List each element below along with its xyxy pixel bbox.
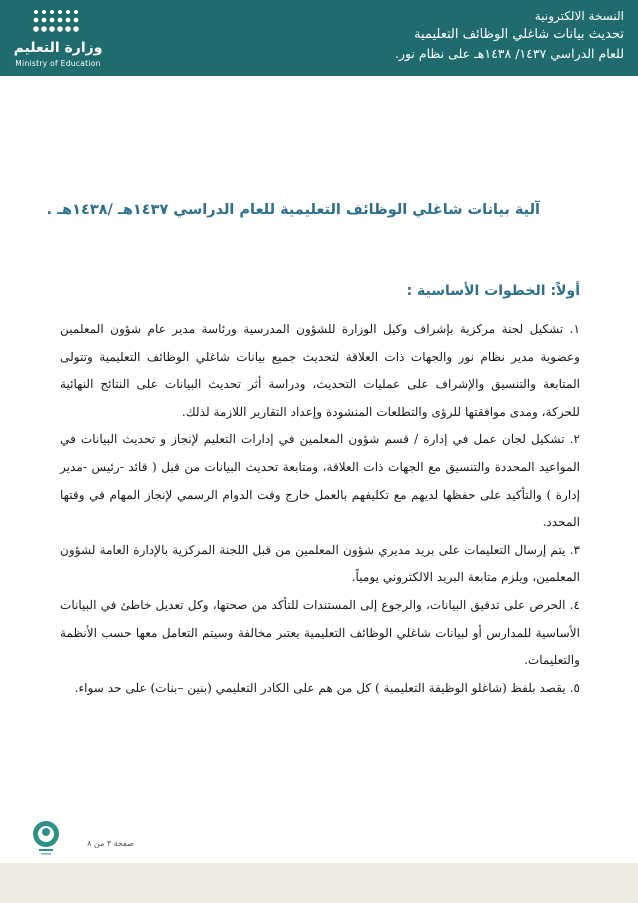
header-line-2: تحديث بيانات شاغلي الوظائف التعليمية bbox=[414, 27, 624, 42]
footer-band bbox=[0, 863, 638, 903]
list-item bbox=[60, 316, 580, 426]
list-item bbox=[60, 426, 580, 536]
step-number: ١. bbox=[569, 322, 580, 336]
step-text: تشكيل لجنة مركزية بإشراف وكيل الوزارة للشؤون المدرسية ورئاسة مدير عام شؤون المعلمين وعضوية مدير نظام نور والجهات ذات العلاقة لتحديث جميع بيانات شاغلي الوظائف التعليمية وتتولى المتابعة والتنسيق والإشراف على عمليات التحديث، ودراسة أثر تحديث البيانات على النتائج النهائية للحركة، ومدى موافقتها للرؤى والتطلعات المنشودة وإعداد التقارير اللازمة لذلك. bbox=[60, 322, 580, 419]
header-line-1: النسخة الالكترونية bbox=[534, 9, 624, 23]
header-text bbox=[324, 7, 624, 63]
step-number: ٤. bbox=[569, 597, 580, 612]
logo-dots-icon bbox=[32, 8, 84, 38]
step-number: ٥. bbox=[569, 680, 580, 695]
step-number: ٢. bbox=[569, 432, 580, 447]
step-text: يتم إرسال التعليمات على بريد مديري شؤون المعلمين من قبل اللجنة المركزية بالإدارة العامة لشؤون المعلمين، ويلزم متابعة البريد الالكتروني يومياً. bbox=[60, 542, 580, 585]
page-number: صفحة ٣ من ٨ bbox=[87, 839, 134, 848]
step-text: يقصد بلفظ (شاغلو الوظيفة التعليمية ) كل من هم على الكادر التعليمي (بنين –بنات) على حد سواء. bbox=[74, 680, 566, 695]
list-item bbox=[60, 537, 580, 592]
logo-english-name: Ministry of Education bbox=[15, 59, 101, 68]
step-number: ٣. bbox=[569, 542, 580, 557]
list-item bbox=[60, 675, 580, 703]
step-text: الحرص على تدقيق البيانات، والرجوع إلى المستندات للتأكد من صحتها، وكل تعديل خاطئ في البيانات الأساسية للمدارس أو لبيانات شاغلي الوظائف التعليمية يعتبر مخالفة وسيتم التعامل معها حسب الأنظمة والتعليمات. bbox=[60, 597, 580, 668]
logo-name: وزارة التعليم bbox=[13, 40, 103, 56]
ministry-logo bbox=[6, 6, 110, 70]
steps-list bbox=[60, 316, 580, 702]
list-item bbox=[60, 592, 580, 675]
step-text: تشكيل لجان عمل في إدارة / قسم شؤون المعلمين في إدارات التعليم لإنجاز و تحديث البيانات في المواعيد المحددة والتنسيق مع الجهات ذات العلاقة، ومتابعة تحديث البيانات من قبل ( قائد -رئيس -مدير إدارة ) والتأكيد على حفظها لديهم مع تكليفهم بالعمل خارج وقت الدوام الرسمي لإنجاز المهام في وقتها المحدد. bbox=[60, 432, 580, 530]
emblem-icon bbox=[26, 816, 70, 860]
header-line-3: للعام الدراسي ١٤٣٧/ ١٤٣٨هـ على نظام نور. bbox=[394, 46, 624, 61]
page-header bbox=[0, 0, 638, 76]
section-title: أولاً: الخطوات الأساسية : bbox=[406, 283, 580, 299]
document-title: آلية بيانات شاغلي الوظائف التعليمية للعام الدراسي ١٤٣٧هـ /١٤٣٨هـ . bbox=[46, 202, 540, 218]
